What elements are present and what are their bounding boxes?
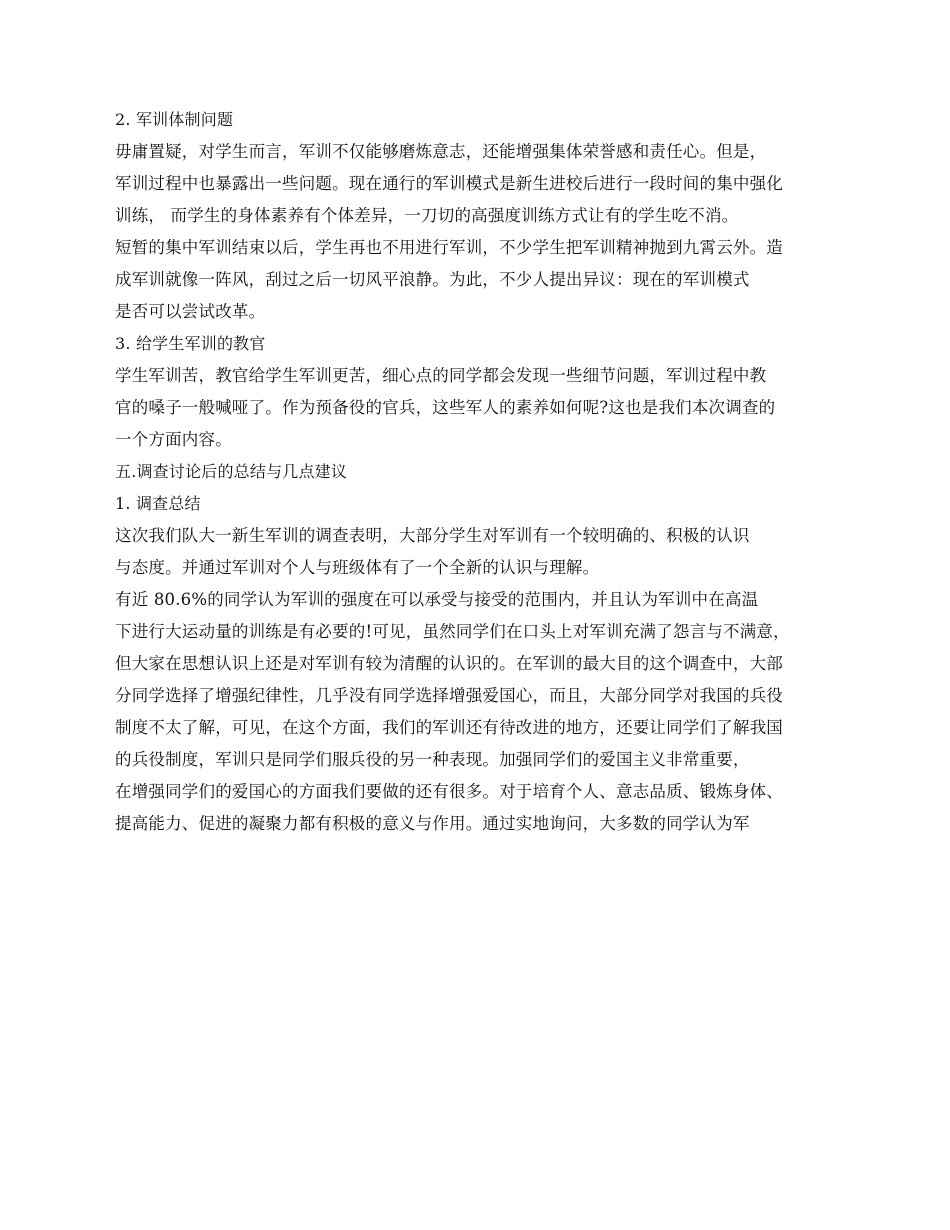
paragraph-line: 分同学选择了增强纪律性，几乎没有同学选择增强爱国心，而且，大部分同学对我国的兵役: [115, 686, 783, 705]
paragraph-line: 成军训就像一阵风，刮过之后一切风平浪静。为此，不少人提出异议：现在的军训模式: [115, 270, 750, 289]
paragraph-line: 短暂的集中军训结束以后，学生再也不用进行军训，不少学生把军训精神抛到九霄云外。造: [115, 238, 783, 257]
paragraph-line: 是否可以尝试改革。: [115, 302, 266, 321]
paragraph-line: 官的嗓子一般喊哑了。作为预备役的官兵，这些军人的素养如何呢?这也是我们本次调查的: [115, 398, 776, 417]
section-heading-instructors: 3. 给学生军训的教官: [115, 334, 266, 353]
section-heading-summary-and-suggestions: 五.调查讨论后的总结与几点建议: [115, 462, 348, 481]
paragraph-line: 的兵役制度，军训只是同学们服兵役的另一种表现。加强同学们的爱国主义非常重要，: [115, 750, 750, 769]
paragraph-line: 有近 80.6%的同学认为军训的强度在可以承受与接受的范围内，并且认为军训中在高温: [115, 590, 759, 609]
paragraph-line: 军训过程中也暴露出一些问题。现在通行的军训模式是新生进校后进行一段时间的集中强化: [115, 174, 783, 193]
paragraph-line: 这次我们队大一新生军训的调查表明，大部分学生对军训有一个较明确的、积极的认识: [115, 526, 750, 545]
paragraph-line: 但大家在思想认识上还是对军训有较为清醒的认识的。在军训的最大目的这个调查中，大部: [115, 654, 783, 673]
paragraph-line: 与态度。并通过军训对个人与班级体有了一个全新的认识与理解。: [115, 558, 600, 577]
paragraph-line: 毋庸置疑，对学生而言，军训不仅能够磨炼意志，还能增强集体荣誉感和责任心。但是，: [115, 142, 767, 161]
paragraph-line: 训练， 而学生的身体素养有个体差异，一刀切的高强度训练方式让有的学生吃不消。: [115, 206, 739, 225]
paragraph-line: 一个方面内容。: [115, 430, 232, 449]
paragraph-line: 在增强同学们的爱国心的方面我们要做的还有很多。对于培育个人、意志品质、锻炼身体、: [115, 782, 783, 801]
paragraph-line: 下进行大运动量的训练是有必要的!可见，虽然同学们在口头上对军训充满了怨言与不满意，: [115, 622, 790, 641]
paragraph-line: 制度不太了解，可见，在这个方面，我们的军训还有待改进的地方，还要让同学们了解我国: [115, 718, 783, 737]
paragraph-line: 提高能力、促进的凝聚力都有积极的意义与作用。通过实地询问，大多数的同学认为军: [115, 814, 750, 833]
paragraph-line: 学生军训苦，教官给学生军训更苦，细心点的同学都会发现一些细节问题，军训过程中教: [115, 366, 767, 385]
document-body: [115, 110, 845, 846]
section-heading-survey-summary: 1. 调查总结: [115, 494, 201, 513]
section-heading-military-training-system: 2. 军训体制问题: [115, 110, 234, 129]
